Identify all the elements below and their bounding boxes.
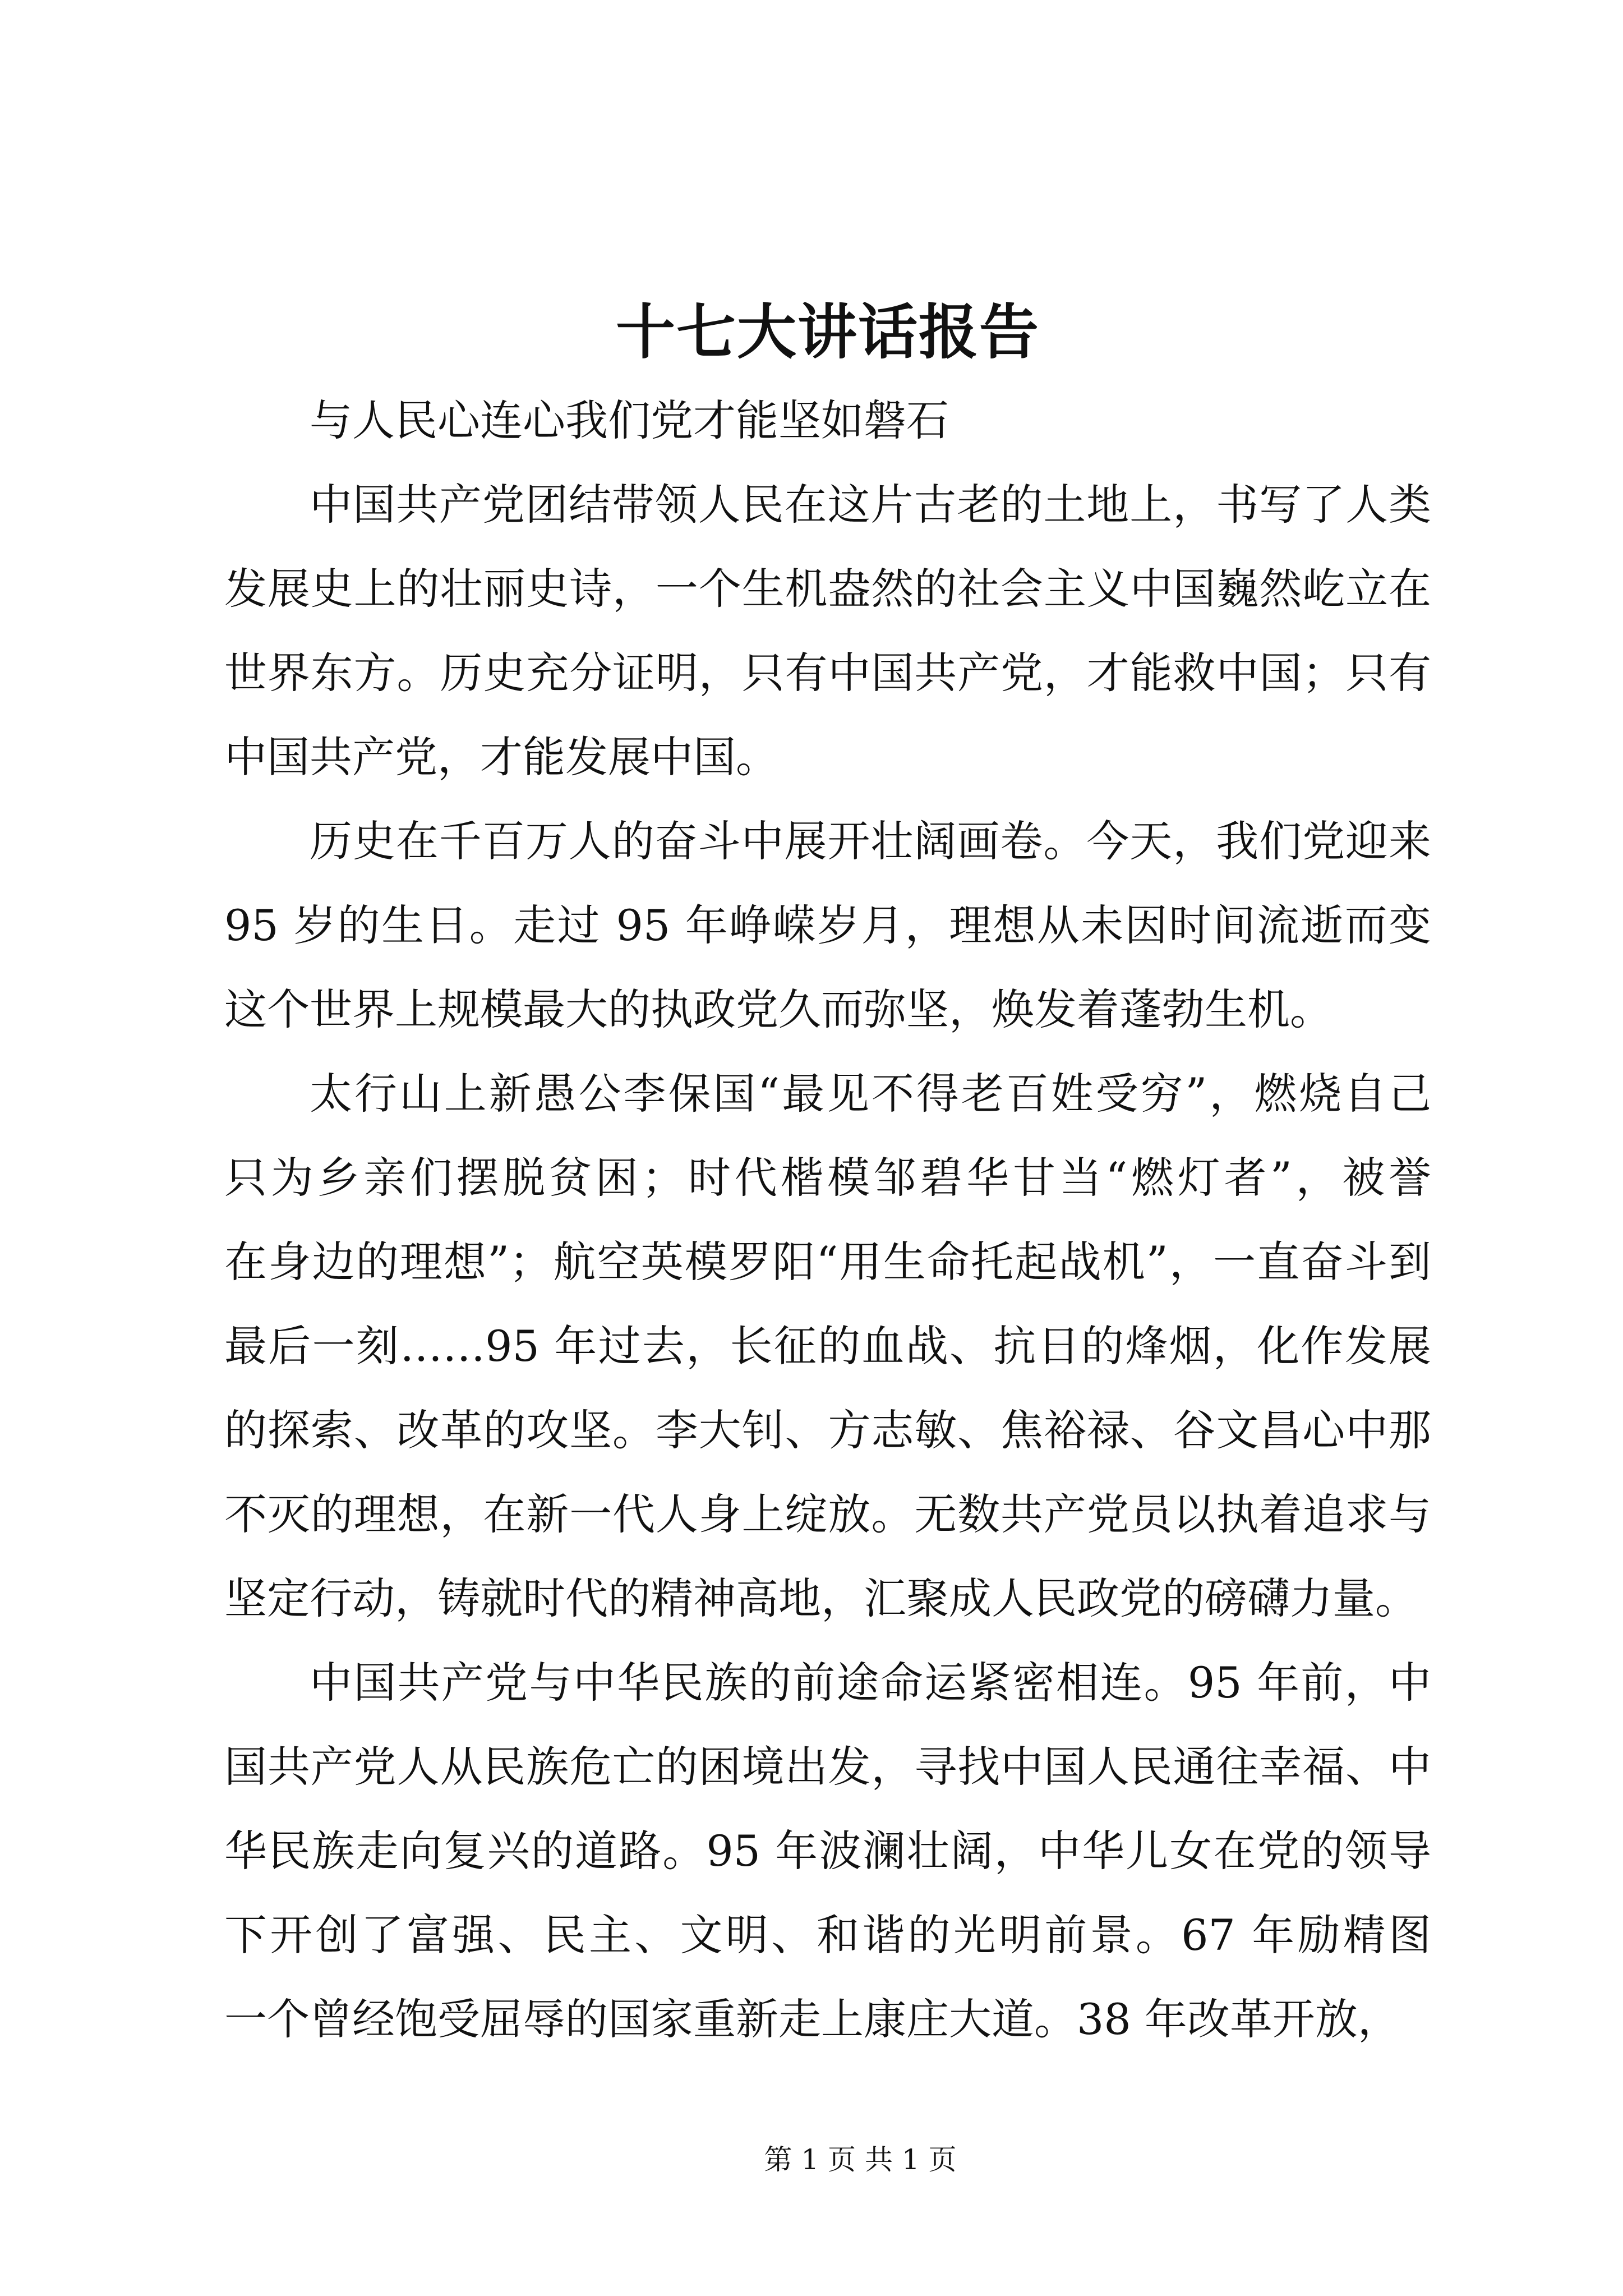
- paragraph-line: 世界东方。历史充分证明，只有中国共产党，才能救中国；只有: [224, 648, 1431, 698]
- page-footer: 第 1 页 共 1 页: [764, 2143, 957, 2176]
- paragraph-line: 发展史上的壮丽史诗，一个生机盎然的社会主义中国巍然屹立在: [224, 564, 1431, 614]
- document-body: [224, 379, 1431, 2062]
- paragraph: [224, 1641, 1431, 2062]
- paragraph-line: 只为乡亲们摆脱贫困；时代楷模邹碧华甘当“燃灯者”，被誉: [224, 1153, 1431, 1203]
- paragraph-line: 太行山上新愚公李保国“最见不得老百姓受穷”，燃烧自己: [310, 1069, 1431, 1119]
- document-title: 十七大讲话报告: [616, 297, 1040, 367]
- paragraph-line: 坚定行动，铸就时代的精神高地，汇聚成人民政党的磅礴力量。: [224, 1573, 1418, 1623]
- paragraph-line: 国共产党人从民族危亡的困境出发，寻找中国人民通往幸福、中: [224, 1742, 1431, 1792]
- paragraph: [224, 1052, 1431, 1641]
- paragraph-line: 中国共产党，才能发展中国。: [224, 732, 778, 782]
- paragraph-line: 一个曾经饱受屈辱的国家重新走上康庄大道。38 年改革开放，: [224, 1994, 1400, 2044]
- paragraph-line: 95 岁的生日。走过 95 年峥嵘岁月，理想从未因时间流逝而变: [224, 900, 1431, 950]
- paragraph-line: 历史在千百万人的奋斗中展开壮阔画卷。今天，我们党迎来: [310, 816, 1431, 866]
- paragraph-line: 不灭的理想，在新一代人身上绽放。无数共产党员以执着追求与: [224, 1489, 1431, 1539]
- paragraph-line: 中国共产党团结带领人民在这片古老的土地上，书写了人类: [310, 480, 1431, 530]
- paragraph-line: 最后一刻……95 年过去，长征的血战、抗日的烽烟，化作发展: [224, 1321, 1431, 1371]
- paragraph: [224, 463, 1431, 799]
- paragraph-line: 在身边的理想”；航空英模罗阳“用生命托起战机”，一直奋斗到: [224, 1237, 1431, 1287]
- paragraph-line: 的探索、改革的攻坚。李大钊、方志敏、焦裕禄、谷文昌心中那: [224, 1405, 1431, 1455]
- paragraph-line: 华民族走向复兴的道路。95 年波澜壮阔，中华儿女在党的领导: [224, 1826, 1431, 1876]
- paragraph-line: 中国共产党与中华民族的前途命运紧密相连。95 年前，中: [310, 1658, 1431, 1708]
- paragraph-line: 下开创了富强、民主、文明、和谐的光明前景。67 年励精图: [224, 1910, 1431, 1960]
- paragraph: [224, 799, 1431, 1052]
- paragraph-line: 与人民心连心我们党才能坚如磐石: [310, 395, 949, 445]
- paragraph-line: 这个世界上规模最大的执政党久而弥坚，焕发着蓬勃生机。: [224, 984, 1332, 1034]
- paragraph: [224, 379, 1431, 463]
